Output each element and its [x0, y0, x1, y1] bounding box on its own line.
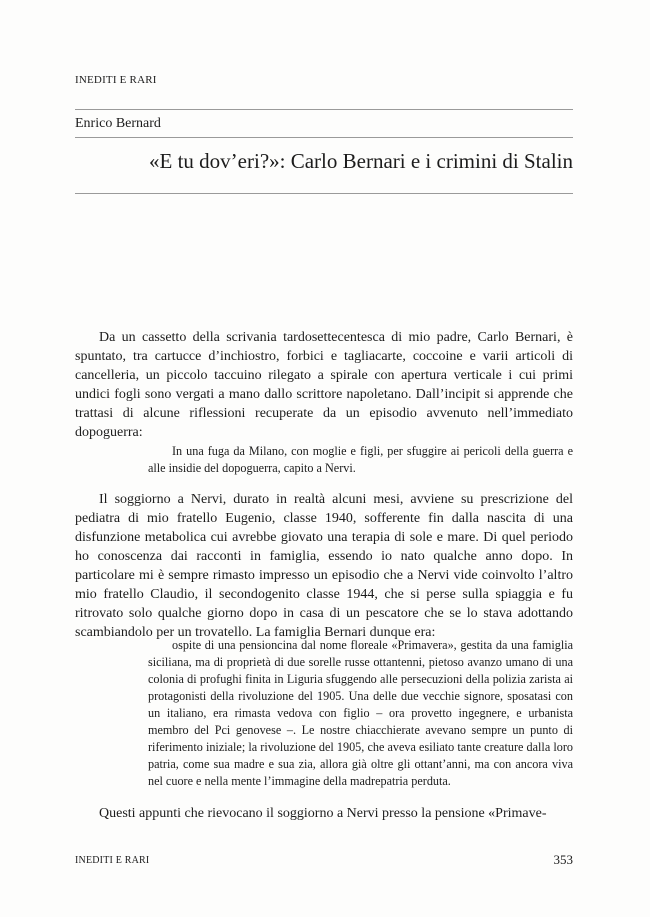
body-paragraph-3: Questi appunti che rievocano il soggiorno a Nervi presso la pensione «Primave-	[99, 806, 547, 821]
running-section-footer: INEDITI E RARI	[75, 855, 150, 866]
header-rule-top	[75, 109, 573, 110]
running-section-header: INEDITI E RARI	[75, 74, 157, 86]
header-rule-bottom	[75, 193, 573, 194]
page-number: 353	[553, 852, 573, 867]
article-author: Enrico Bernard	[75, 116, 161, 131]
header-rule-middle	[75, 137, 573, 138]
block-quote-1: In una fuga da Milano, con moglie e figli, per sfuggire ai pericoli della guerra e alle insidie del dopoguerra, capito a Nervi.	[148, 444, 573, 475]
block-quote-2: ospite di una pensioncina dal nome floreale «Primavera», gestita da una famiglia siciliana, ma di proprietà di due sorelle russe ottantenni, pietoso avanzo umano di una colonia di profughi finita in Liguria sfuggendo alle persecuzioni della polizia zarista ai protagonisti della rivoluzione del 1905. Una delle due vecchie signore, sposatasi con un italiano, era rimasta vedova con figlio – ora provetto ingegnere, e urbanista membro del Pci genovese –. Le nostre chiacchierate avevano sempre un punto di riferimento iniziale; la rivoluzione del 1905, che aveva esiliato tante creature dalla loro patria, come sua madre e sua zia, allora già oltre gli ottant’anni, ma con ancora viva nel cuore e nella mente l’immagine della madrepatria perduta.	[148, 638, 573, 788]
body-paragraph-2: Il soggiorno a Nervi, durato in realtà alcuni mesi, avviene su prescrizione del pediatra di mio fratello Eugenio, classe 1940, sofferente fin dalla nascita di una disfunzione metabolica cui avrebbe giovato una terapia di sole e mare. Di quel periodo ho conoscenza dai racconti in famiglia, essendo io nato qualche anno dopo. In particolare mi è sempre rimasto impresso un episodio che a Nervi vide coinvolto l’altro mio fratello Claudio, il secondogenito classe 1944, che si perse sulla spiaggia e fu ritrovato solo qualche giorno dopo in casa di un pescatore che se lo stava adottando scambiandolo per un trovatello. La famiglia Bernari dunque era:	[75, 492, 573, 640]
article-title: «E tu dov’eri?»: Carlo Bernari e i crimini di Stalin	[149, 149, 573, 173]
body-paragraph-1: Da un cassetto della scrivania tardosettecentesca di mio padre, Carlo Bernari, è spuntato, tra cartucce d’inchiostro, forbici e tagliacarte, coccoine e varii articoli di cancelleria, un piccolo taccuino rilegato a spirale con apertura verticale i cui primi undici fogli sono vergati a mano dallo scrittore napoletano. Dall’incipit si apprende che trattasi di alcune riflessioni recuperate da un episodio avvenuto nell’immediato dopoguerra:	[75, 330, 573, 440]
